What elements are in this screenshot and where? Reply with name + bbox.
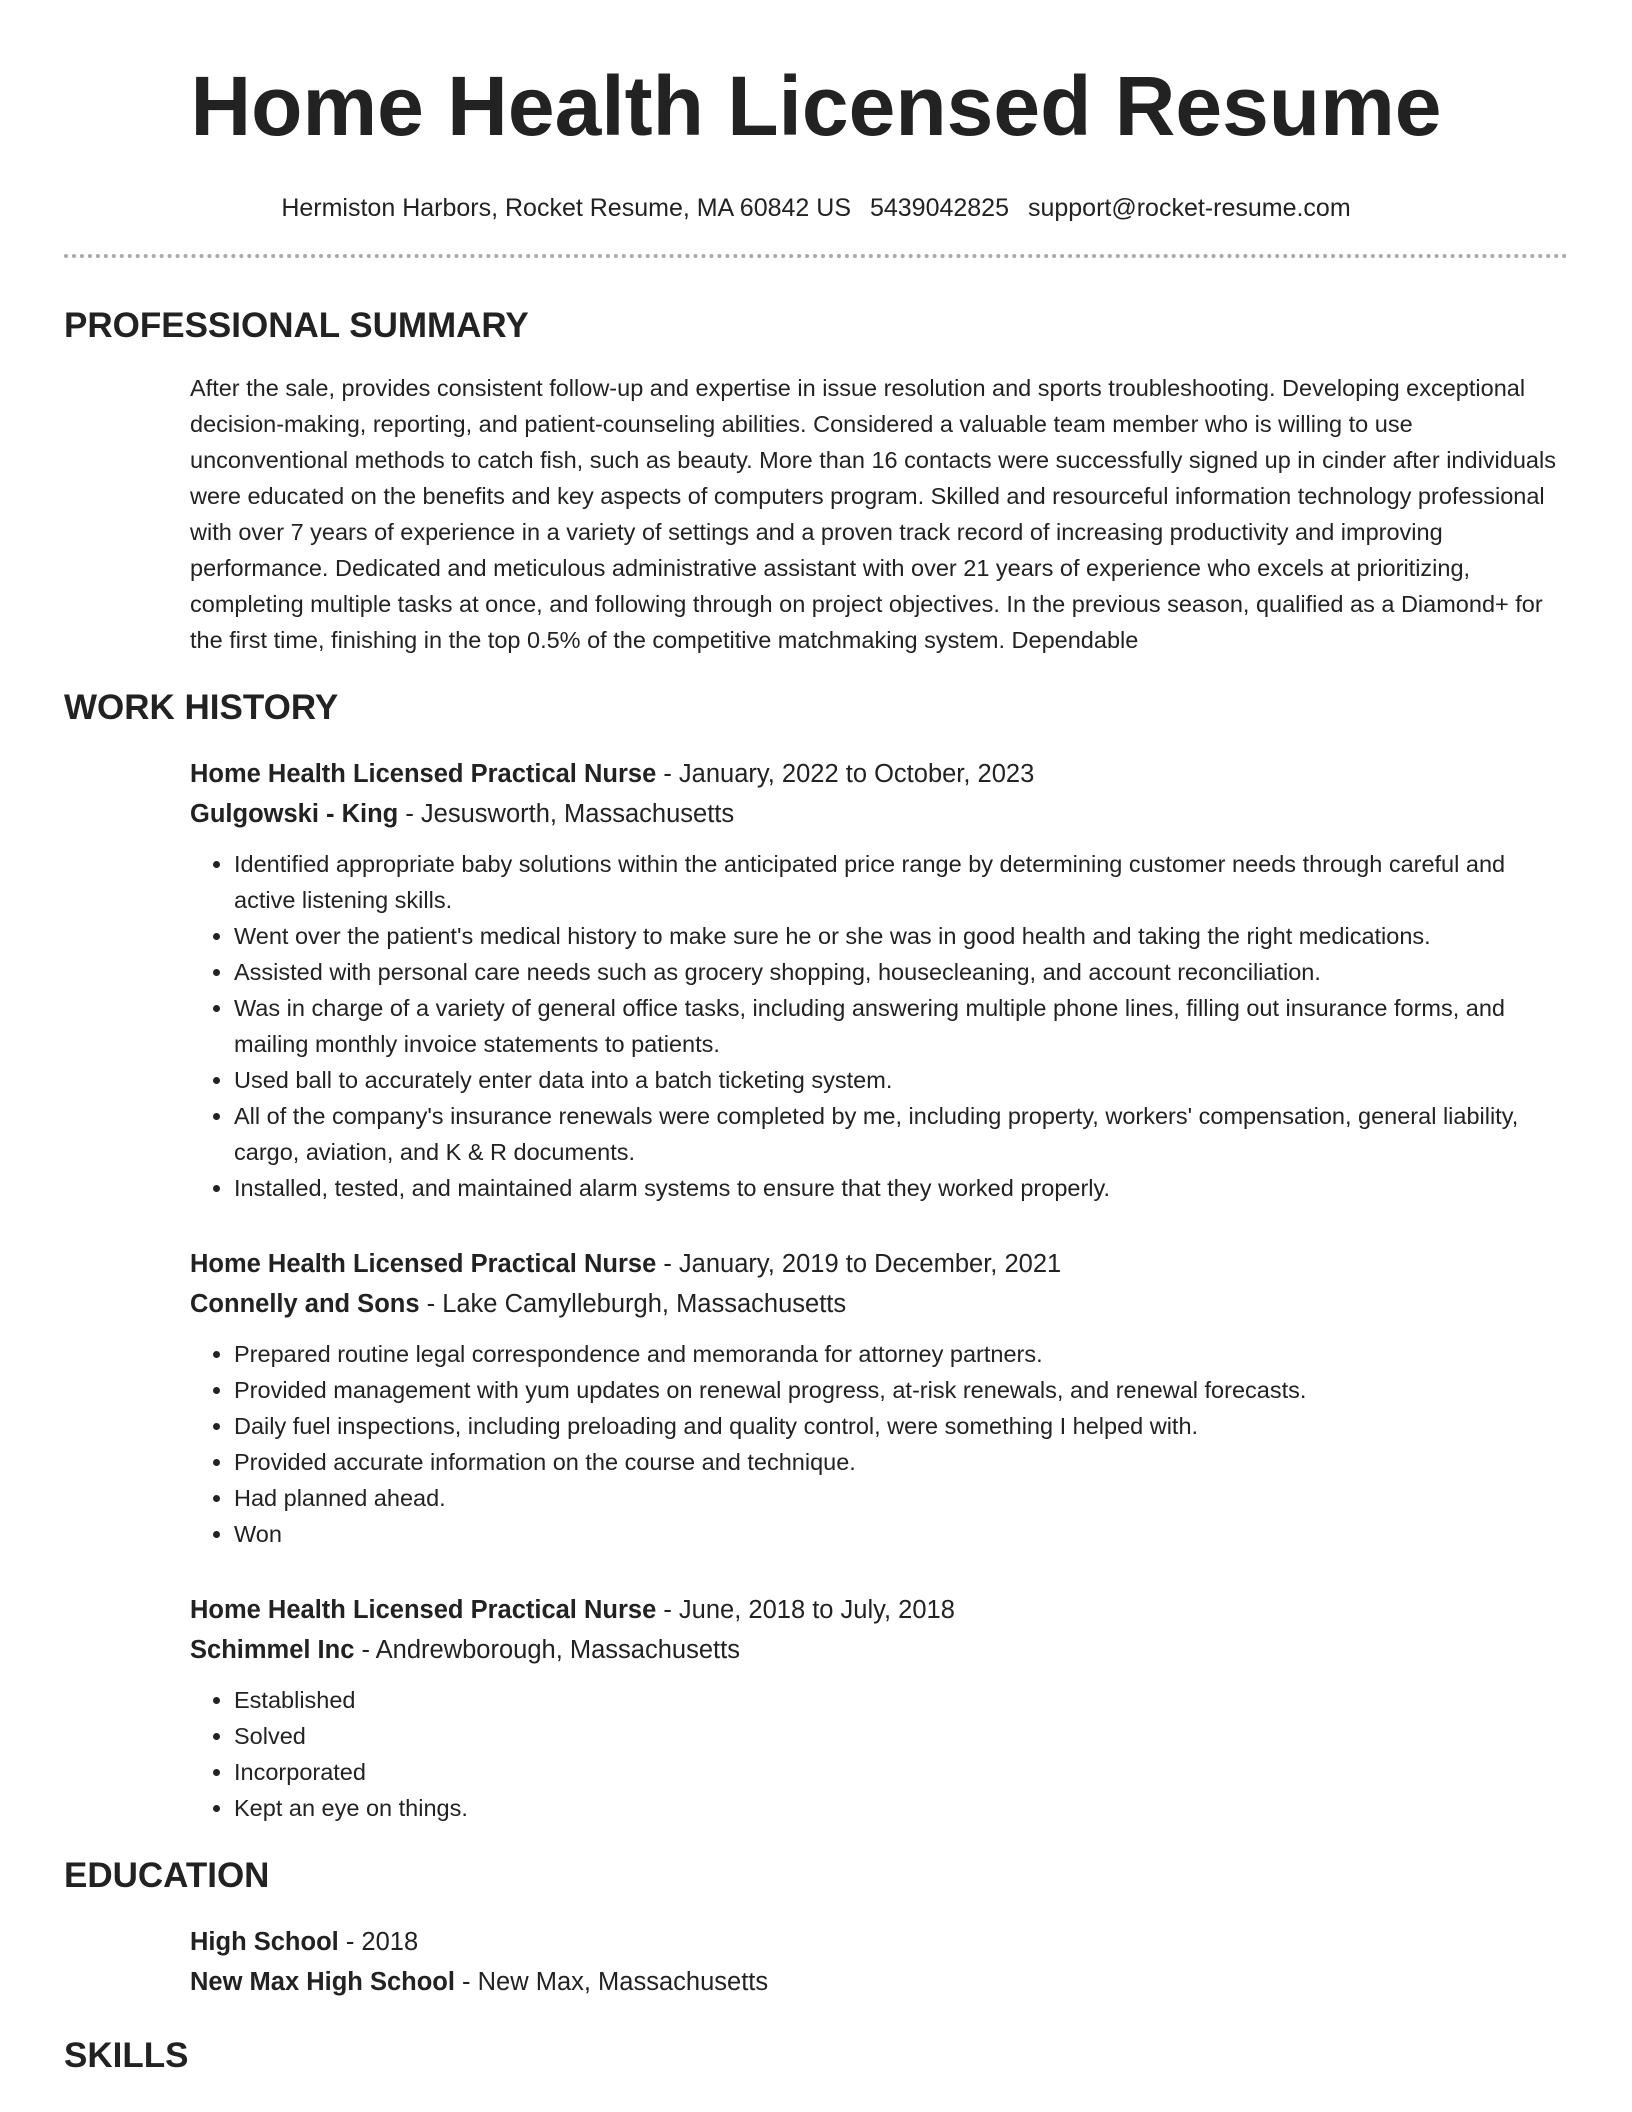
list-item: • Was in charge of a variety of general office tasks, including answering multiple phone lines, filling out insurance forms, and mailing monthly invoice statements to patients. xyxy=(234,990,1568,1062)
education-entry xyxy=(190,1922,1568,2002)
job-entry xyxy=(190,1244,1568,1552)
job-position: Home Health Licensed Practical Nurse xyxy=(190,1596,657,1624)
list-item: • Had planned ahead. xyxy=(234,1480,1568,1516)
list-item: • Used ball to accurately enter data into a batch ticketing system. xyxy=(234,1062,1568,1098)
list-item: • All of the company's insurance renewals were completed by me, including property, workers' compensation, general liability, cargo, aviation, and K & R documents. xyxy=(234,1098,1568,1170)
job-position-line xyxy=(190,1590,1568,1630)
job-position-line xyxy=(190,1244,1568,1284)
header-divider xyxy=(64,254,1568,258)
job-company: Connelly and Sons xyxy=(190,1290,420,1318)
education-degree-line xyxy=(190,1922,1568,1962)
list-item: • Kept an eye on things. xyxy=(234,1790,1568,1826)
section-title-education: EDUCATION xyxy=(64,1856,270,1895)
education-year: - 2018 xyxy=(338,1928,419,1956)
job-company: Schimmel Inc xyxy=(190,1636,355,1664)
job-position-line xyxy=(190,754,1568,794)
list-item: • Established xyxy=(234,1682,1568,1718)
job-bullets xyxy=(190,1336,1568,1552)
job-position: Home Health Licensed Practical Nurse xyxy=(190,1250,657,1278)
list-item: • Went over the patient's medical history to make sure he or she was in good health and taking the right medications. xyxy=(234,918,1568,954)
education-degree: High School xyxy=(190,1928,339,1956)
list-item: • Daily fuel inspections, including preloading and quality control, were something I helped with. xyxy=(234,1408,1568,1444)
section-title-summary: PROFESSIONAL SUMMARY xyxy=(64,306,529,345)
list-item: • Won xyxy=(234,1516,1568,1552)
job-location: - Lake Camylleburgh, Massachusetts xyxy=(419,1290,847,1318)
resume-title: Home Health Licensed Resume xyxy=(190,59,1442,153)
contact-phone: 5439042825 xyxy=(869,194,1009,222)
job-company-line xyxy=(190,1284,1568,1324)
job-location: - Andrewborough, Massachusetts xyxy=(354,1636,740,1664)
education-school: New Max High School xyxy=(190,1968,455,1996)
resume-header xyxy=(64,0,1568,258)
list-item: • Prepared routine legal correspondence and memoranda for attorney partners. xyxy=(234,1336,1568,1372)
job-dates: - June, 2018 to July, 2018 xyxy=(656,1596,955,1624)
job-bullets xyxy=(190,1682,1568,1826)
job-company-line xyxy=(190,794,1568,834)
contact-line xyxy=(64,192,1568,224)
list-item: • Installed, tested, and maintained alarm systems to ensure that they worked properly. xyxy=(234,1170,1568,1206)
job-dates: - January, 2022 to October, 2023 xyxy=(656,760,1035,788)
job-location: - Jesusworth, Massachusetts xyxy=(398,800,735,828)
summary-text: After the sale, provides consistent follow-up and expertise in issue resolution and sports troubleshooting. Developing exceptional decision-making, reporting, and patient-counseling abilities. Considered a valuable team member who is willing to use unconventional methods to catch fish, such as beauty. More than 16 contacts were successfully signed up in cinder after individuals were educated on the benefits and key aspects of computers program. Skilled and resourceful information technology professional with over 7 years of experience in a variety of settings and a proven track record of increasing productivity and improving performance. Dedicated and meticulous administrative assistant with over 21 years of experience who excels at prioritizing, completing multiple tasks at once, and following through on project objectives. In the previous season, qualified as a Diamond+ for the first time, finishing in the top 0.5% of the competitive matchmaking system. Dependable xyxy=(190,375,1556,653)
list-item: • Solved xyxy=(234,1718,1568,1754)
job-position: Home Health Licensed Practical Nurse xyxy=(190,760,657,788)
job-dates: - January, 2019 to December, 2021 xyxy=(656,1250,1062,1278)
job-entry xyxy=(190,1590,1568,1826)
job-company: Gulgowski - King xyxy=(190,800,399,828)
section-title-skills: SKILLS xyxy=(64,2036,189,2075)
section-title-work-history: WORK HISTORY xyxy=(64,688,339,727)
job-company-line xyxy=(190,1630,1568,1670)
job-bullets xyxy=(190,846,1568,1206)
contact-email: support@rocket-resume.com xyxy=(1027,194,1351,222)
list-item: • Identified appropriate baby solutions within the anticipated price range by determining customer needs through careful and active listening skills. xyxy=(234,846,1568,918)
education-location: - New Max, Massachusetts xyxy=(454,1968,769,1996)
job-entry xyxy=(190,754,1568,1206)
list-item: • Provided management with yum updates on renewal progress, at-risk renewals, and renewal forecasts. xyxy=(234,1372,1568,1408)
education-school-line xyxy=(190,1962,1568,2002)
contact-address: Hermiston Harbors, Rocket Resume, MA 60842 US xyxy=(281,194,851,222)
list-item: • Provided accurate information on the course and technique. xyxy=(234,1444,1568,1480)
list-item: • Incorporated xyxy=(234,1754,1568,1790)
list-item: • Assisted with personal care needs such as grocery shopping, housecleaning, and account reconciliation. xyxy=(234,954,1568,990)
